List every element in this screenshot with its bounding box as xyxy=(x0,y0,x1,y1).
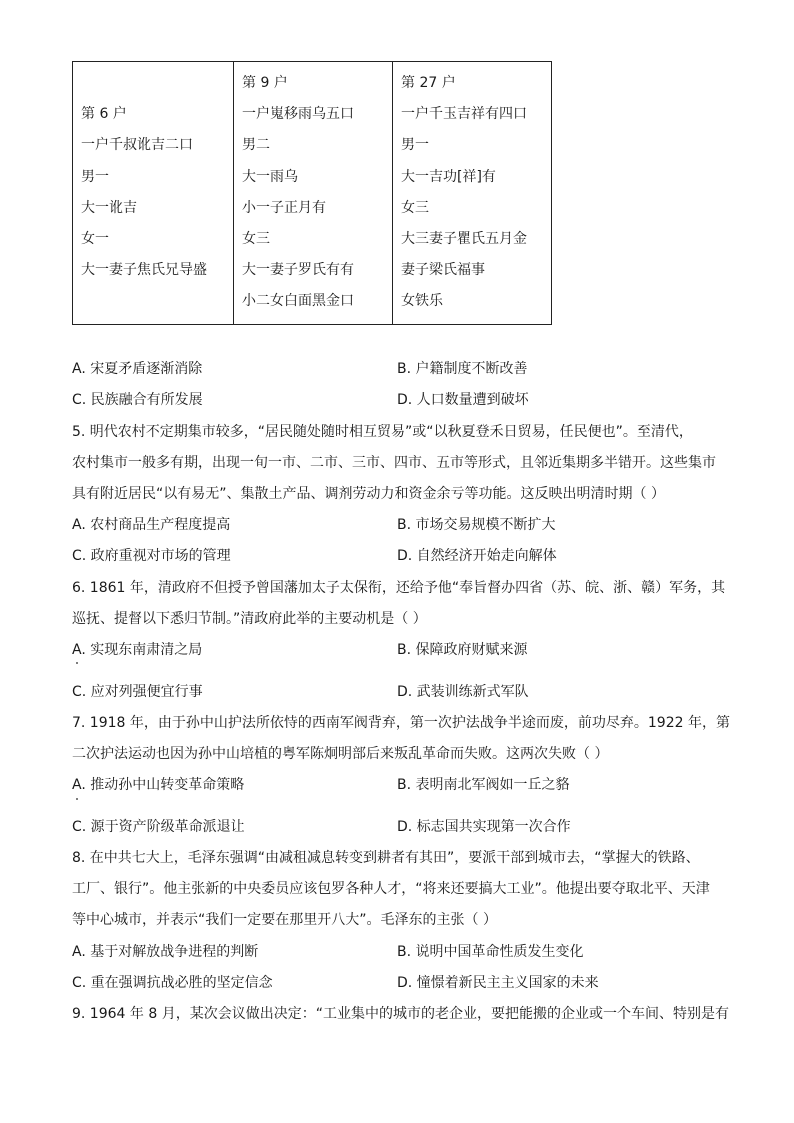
household-27-line: 妻子梁氏福事 xyxy=(401,262,485,279)
q7-stem-line: 7. 1918 年，由于孙中山护法所依恃的西南军阀背弃，第一次护法战争半途而废，前功尽弃。1922 年，第 xyxy=(72,715,730,731)
q6-stem-line: 巡抚、提督以下悉归节制。”清政府此举的主要动机是（ ） xyxy=(72,611,427,627)
q7-option-c: C. 源于资产阶级革命派退让 xyxy=(72,819,245,835)
household-27-line: 大三妻子瞿氏五月金 xyxy=(401,230,527,247)
q5-option-c: C. 政府重视对市场的管理 xyxy=(72,548,231,564)
household-9-line: 一户嵬移雨乌五口 xyxy=(242,106,354,123)
q8-stem-line: 8. 在中共七大上，毛泽东强调“由减租减息转变到耕者有其田”，要派干部到城市去，“掌握大的铁路、 xyxy=(72,850,700,866)
household-6-line: 大一妻子焦氏兄导盛 xyxy=(81,262,207,279)
q6-option-a: A. 实现东南肃清之局 xyxy=(72,642,203,658)
q5-stem-line: 5. 明代农村不定期集市较多，“居民随处随时相互贸易”或“以秋夏登禾日贸易，任民便也”。至清代， xyxy=(72,424,693,440)
household-9-line: 小二女白面黑金口 xyxy=(242,293,354,310)
household-6-line: 第 6 户 xyxy=(81,106,127,123)
household-27-line: 女铁乐 xyxy=(401,293,443,310)
q7-option-a: A. 推动孙中山转变革命策略 xyxy=(72,777,245,793)
q6-option-d: D. 武装训练新式军队 xyxy=(397,684,529,700)
household-9-cell xyxy=(234,62,393,325)
household-27-line: 女三 xyxy=(401,199,429,216)
household-6-line: 男一 xyxy=(81,168,109,185)
household-6-cell xyxy=(73,62,234,325)
q4-option-c: C. 民族融合有所发展 xyxy=(72,392,203,408)
q4-option-d: D. 人口数量遭到破坏 xyxy=(397,392,529,408)
household-9-line: 大一妻子罗氏有有 xyxy=(242,262,354,279)
household-register-table xyxy=(72,61,552,325)
household-9-line: 女三 xyxy=(242,230,270,247)
household-9-line: 大一雨乌 xyxy=(242,168,298,185)
stray-dot-mark xyxy=(76,662,78,664)
q5-stem-line: 具有附近居民“以有易无”、集散土产品、调剂劳动力和资金余亏等功能。这反映出明清时期（ ） xyxy=(72,486,665,502)
q6-stem-line: 6. 1861 年，清政府不但授予曾国藩加太子太保衔，还给予他“奉旨督办四省（苏、皖、浙、赣）军务，其 xyxy=(72,580,726,596)
household-6-line: 大一讹吉 xyxy=(81,199,137,216)
household-27-line: 第 27 户 xyxy=(401,75,456,91)
household-27-line: 大一吉功[祥]有 xyxy=(401,168,496,185)
q8-stem-line: 等中心城市，并表示“我们一定要在那里开八大”。毛泽东的主张（ ） xyxy=(72,912,497,928)
q7-option-b: B. 表明南北军阀如一丘之貉 xyxy=(397,777,570,793)
q8-stem-line: 工厂、银行”。他主张新的中央委员应该包罗各种人才，“将来还要搞大工业”。他提出要夺取北平、天津 xyxy=(72,881,710,897)
q4-option-b: B. 户籍制度不断改善 xyxy=(397,361,528,377)
q9-stem-line: 9. 1964 年 8 月，某次会议做出决定：“工业集中的城市的老企业，要把能搬的企业或一个车间、特别是有 xyxy=(72,1006,729,1022)
household-27-line: 一户千玉吉祥有四口 xyxy=(401,106,527,123)
household-6-line: 一户千叔讹吉二口 xyxy=(81,137,193,154)
q4-option-a: A. 宋夏矛盾逐渐消除 xyxy=(72,361,203,377)
q8-option-b: B. 说明中国革命性质发生变化 xyxy=(397,944,584,960)
q5-option-b: B. 市场交易规模不断扩大 xyxy=(397,517,556,533)
household-9-line: 第 9 户 xyxy=(242,75,288,91)
household-27-cell xyxy=(393,62,552,325)
household-9-line: 男二 xyxy=(242,137,270,154)
q7-option-d: D. 标志国共实现第一次合作 xyxy=(397,819,571,835)
q5-option-d: D. 自然经济开始走向解体 xyxy=(397,548,557,564)
stray-dot-mark xyxy=(76,798,78,800)
q5-stem-line: 农村集市一般多有期，出现一旬一市、二市、三市、四市、五市等形式，且邻近集期多半错开。这些集市 xyxy=(72,455,716,471)
household-27-line: 男一 xyxy=(401,137,429,154)
q6-option-b: B. 保障政府财赋来源 xyxy=(397,642,528,658)
q8-option-a: A. 基于对解放战争进程的判断 xyxy=(72,944,259,960)
q7-stem-line: 二次护法运动也因为孙中山培植的粤军陈炯明部后来叛乱革命而失败。这两次失败（ ） xyxy=(72,746,609,762)
q8-option-d: D. 憧憬着新民主主义国家的未来 xyxy=(397,975,599,991)
household-9-line: 小一子正月有 xyxy=(242,199,326,216)
household-6-line: 女一 xyxy=(81,230,109,247)
q6-option-c: C. 应对列强便宜行事 xyxy=(72,684,203,700)
q5-option-a: A. 农村商品生产程度提高 xyxy=(72,517,231,533)
q8-option-c: C. 重在强调抗战必胜的坚定信念 xyxy=(72,975,273,991)
